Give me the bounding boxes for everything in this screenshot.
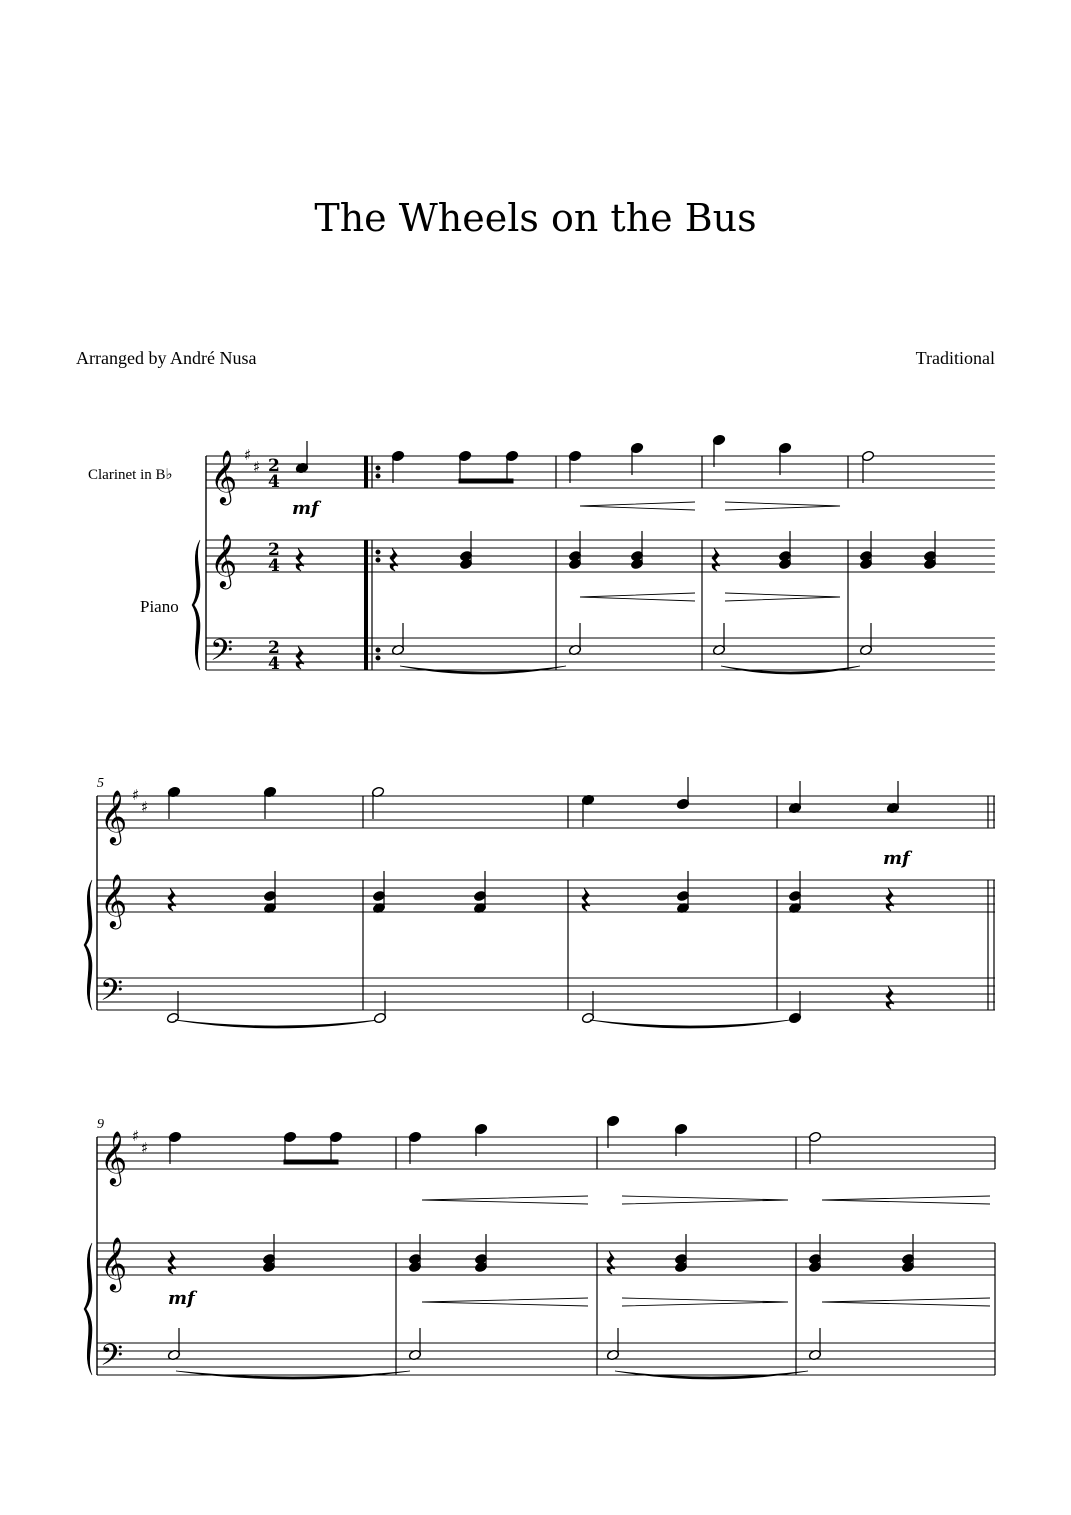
note	[505, 450, 518, 483]
note	[408, 1328, 421, 1361]
chord	[372, 871, 385, 914]
measure-number-5: 5	[97, 776, 104, 791]
note	[581, 794, 594, 827]
bass-clef: 𝄢	[100, 1339, 124, 1380]
piano-brace	[84, 880, 92, 1010]
note	[676, 777, 689, 810]
measure-number-9: 9	[97, 1117, 104, 1132]
key-sharp-c: ♯	[141, 1139, 149, 1157]
note	[606, 1115, 619, 1148]
treble-clef: 𝄞	[100, 873, 128, 927]
quarter-rest	[168, 1251, 176, 1274]
note	[391, 623, 404, 656]
key-sharp-c: ♯	[141, 798, 149, 816]
note	[458, 450, 471, 483]
chord	[674, 1234, 687, 1273]
note	[788, 991, 801, 1024]
decrescendo	[622, 1196, 788, 1204]
clarinet-staff-2	[97, 796, 995, 828]
chord	[630, 531, 643, 570]
time-sig-bottom: 4	[268, 654, 280, 674]
note	[886, 781, 899, 814]
bass-clef: 𝄢	[210, 634, 234, 675]
instrument-label-clarinet: Clarinet in B♭	[88, 467, 173, 483]
treble-clef: 𝄞	[100, 789, 128, 843]
beam	[284, 1160, 338, 1164]
note	[474, 1123, 487, 1156]
note	[167, 786, 180, 819]
decrescendo	[622, 1298, 788, 1306]
piano-left-staff-2	[97, 978, 995, 1010]
quarter-rest	[390, 548, 398, 571]
note	[168, 1131, 181, 1164]
note	[263, 786, 276, 819]
quarter-rest	[296, 548, 304, 571]
time-sig-bottom: 4	[268, 556, 280, 576]
quarter-rest	[168, 888, 176, 911]
time-sig-top: 2	[268, 456, 280, 476]
note	[568, 450, 581, 483]
decrescendo	[725, 502, 840, 510]
tie	[590, 1020, 790, 1028]
piano-right-staff	[206, 540, 995, 572]
note	[808, 1131, 821, 1164]
note	[391, 450, 404, 483]
note	[329, 1131, 342, 1164]
chord	[474, 1234, 487, 1273]
dynamic-mf: mf	[883, 848, 910, 869]
clarinet-staff-3	[97, 1137, 995, 1169]
note	[167, 1328, 180, 1361]
tie	[175, 1020, 378, 1028]
chord	[263, 871, 276, 914]
crescendo	[422, 1196, 588, 1204]
crescendo	[822, 1196, 990, 1204]
decrescendo	[725, 593, 840, 601]
quarter-rest	[886, 986, 894, 1009]
note	[581, 991, 594, 1024]
note	[371, 786, 384, 819]
instrument-label-piano: Piano	[140, 597, 179, 616]
note	[630, 442, 643, 475]
treble-clef: 𝄞	[210, 449, 238, 503]
key-sharp-f: ♯	[132, 1127, 140, 1145]
chord	[901, 1234, 914, 1273]
treble-clef: 𝄞	[100, 1236, 128, 1290]
quarter-rest	[886, 888, 894, 911]
chord	[262, 1234, 275, 1273]
chord	[408, 1234, 421, 1273]
bass-clef: 𝄢	[100, 974, 124, 1015]
note	[606, 1328, 619, 1361]
note	[674, 1123, 687, 1156]
chord	[459, 531, 472, 570]
beam	[459, 479, 513, 483]
note	[712, 623, 725, 656]
piano-brace	[84, 1243, 92, 1375]
crescendo	[580, 502, 695, 510]
arranger-credit: Arranged by André Nusa	[76, 348, 257, 368]
chord	[676, 871, 689, 914]
quarter-rest	[296, 646, 304, 669]
note	[408, 1131, 421, 1164]
note	[778, 442, 791, 475]
note	[788, 781, 801, 814]
note	[861, 450, 874, 483]
chord	[778, 531, 791, 570]
time-sig-top: 2	[268, 540, 280, 560]
chord	[859, 531, 872, 570]
piano-brace	[192, 540, 200, 670]
crescendo	[822, 1298, 990, 1306]
chord	[473, 871, 486, 914]
piano-right-staff-3	[97, 1243, 995, 1275]
treble-clef: 𝄞	[210, 533, 238, 587]
quarter-rest	[712, 548, 720, 571]
note	[283, 1131, 296, 1164]
time-sig-top: 2	[268, 638, 280, 658]
key-sharp-c: ♯	[253, 458, 261, 476]
quarter-rest	[607, 1251, 615, 1274]
dynamic-mf: mf	[292, 498, 319, 519]
key-sharp-f: ♯	[244, 446, 252, 464]
note	[859, 623, 872, 656]
piano-right-staff-2	[97, 880, 995, 912]
note	[166, 991, 179, 1024]
dynamic-mf: mf	[168, 1288, 195, 1309]
piano-left-staff	[206, 638, 995, 670]
quarter-rest	[582, 888, 590, 911]
note	[808, 1328, 821, 1361]
composer-credit: Traditional	[915, 348, 995, 368]
treble-clef: 𝄞	[100, 1130, 128, 1184]
chord	[788, 871, 801, 914]
note	[712, 434, 725, 467]
time-sig-bottom: 4	[268, 472, 280, 492]
chord	[808, 1234, 821, 1273]
clarinet-staff	[206, 456, 995, 488]
key-sharp-f: ♯	[132, 786, 140, 804]
crescendo	[580, 593, 695, 601]
score-title: The Wheels on the Bus	[314, 196, 757, 240]
chord	[923, 531, 936, 570]
pickup-note	[295, 441, 308, 474]
crescendo	[422, 1298, 588, 1306]
chord	[568, 531, 581, 570]
note	[568, 623, 581, 656]
note	[373, 991, 386, 1024]
piano-left-staff-3	[97, 1343, 995, 1375]
